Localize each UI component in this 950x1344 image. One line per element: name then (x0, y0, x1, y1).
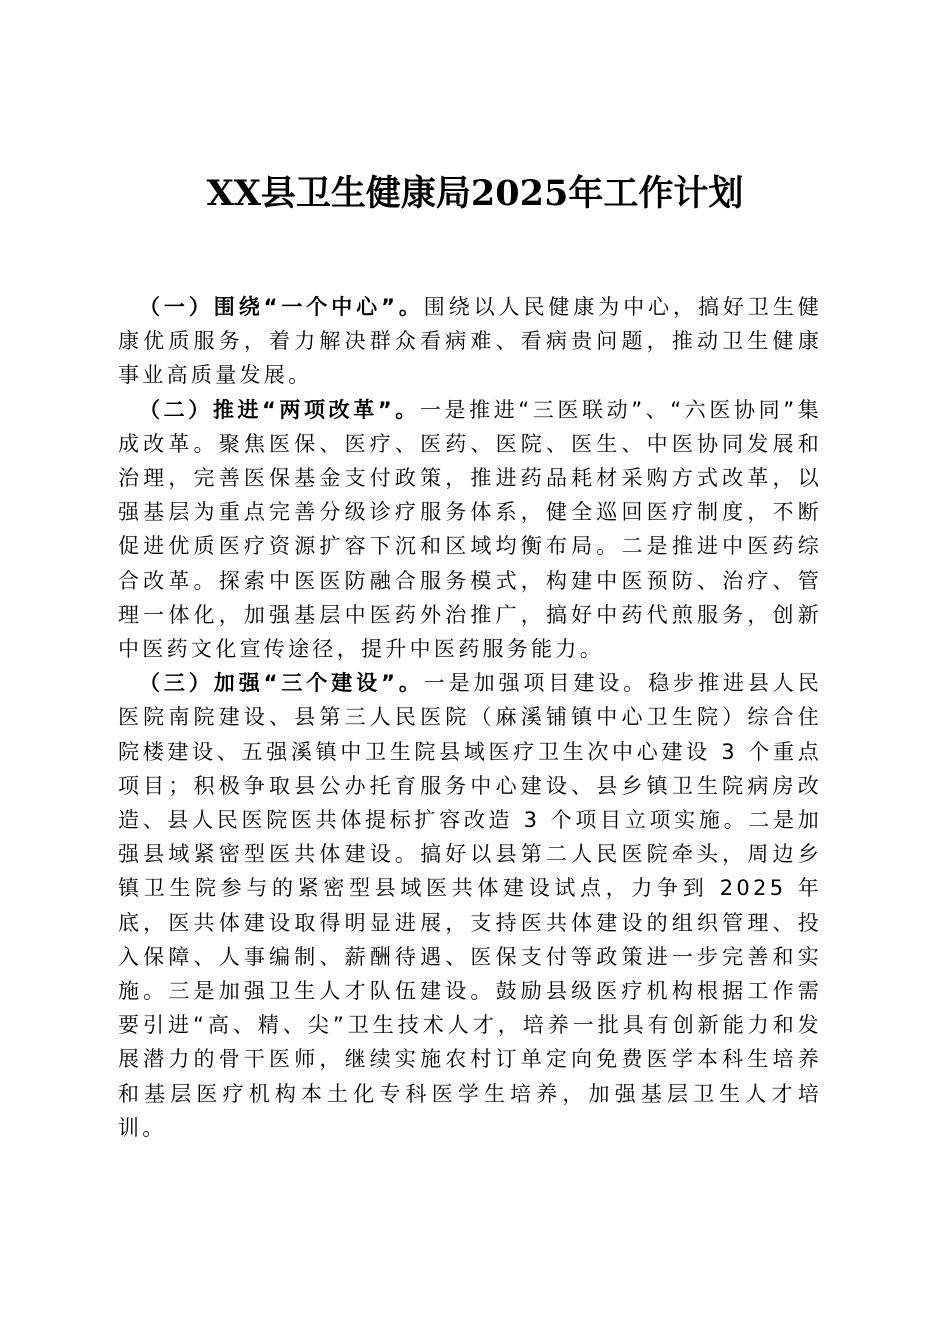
paragraph-text: 一是推进“三医联动”、“六医协同”集成改革。聚焦医保、医疗、医药、医院、医生、中医协同发展和治理，完善医保基金支付政策，推进药品耗材采购方式改革，以强基层为重点完善分级诊疗服务体系，健全巡回医疗制度，不断促进优质医疗资源扩容下沉和区域均衡布局。二是推进中医药综合改革。探索中医医防融合服务模式，构建中医预防、治疗、管理一体化，加强基层中医药外治推广，搞好中药代煎服务，创新中医药文化宣传途径，提升中医药服务能力。 (118, 397, 822, 662)
paragraph-text: 一是加强项目建设。稳步推进县人民医院南院建设、县第三人民医院（麻溪铺镇中心卫生院）综合住院楼建设、五强溪镇中卫生院县域医疗卫生次中心建设 3 个重点项目；积极争取县公办托育服务中心建设、县乡镇卫生院病房改造、县人民医院医共体提标扩容改造 3 个项目立项实施。二是加强县域紧密型医共体建设。搞好以县第二人民医院牵头，周边乡镇卫生院参与的紧密型县域医共体建设试点，力争到 2025 年底，医共体建设取得明显进展，支持医共体建设的组织管理、投入保障、人事编制、薪酬待遇、医保支付等政策进一步完善和实施。三是加强卫生人才队伍建设。鼓励县级医疗机构根据工作需要引进“高、精、尖”卫生技术人才，培养一批具有创新能力和发展潜力的骨干医师，继续实施农村订单定向免费医学本科生培养和基层医疗机构本土化专科医学生培养，加强基层卫生人才培训。 (118, 671, 822, 1140)
document-title: XX县卫生健康局2025年工作计划 (206, 173, 744, 214)
paragraph-one-center (118, 290, 822, 393)
paragraph-heading: （一）围绕“一个中心”。 (139, 295, 424, 319)
paragraph-heading: （二）推进“两项改革”。 (139, 397, 420, 422)
paragraph-two-reforms (118, 393, 822, 667)
paragraph-three-constructions (118, 666, 822, 1145)
paragraph-text: 围绕以人民健康为中心，搞好卫生健康优质服务，着力解决群众看病难、看病贵问题，推动卫生健康事业高质量发展。 (118, 295, 822, 388)
document-body (118, 290, 822, 1145)
paragraph-heading: （三）加强“三个建设”。 (139, 671, 424, 696)
